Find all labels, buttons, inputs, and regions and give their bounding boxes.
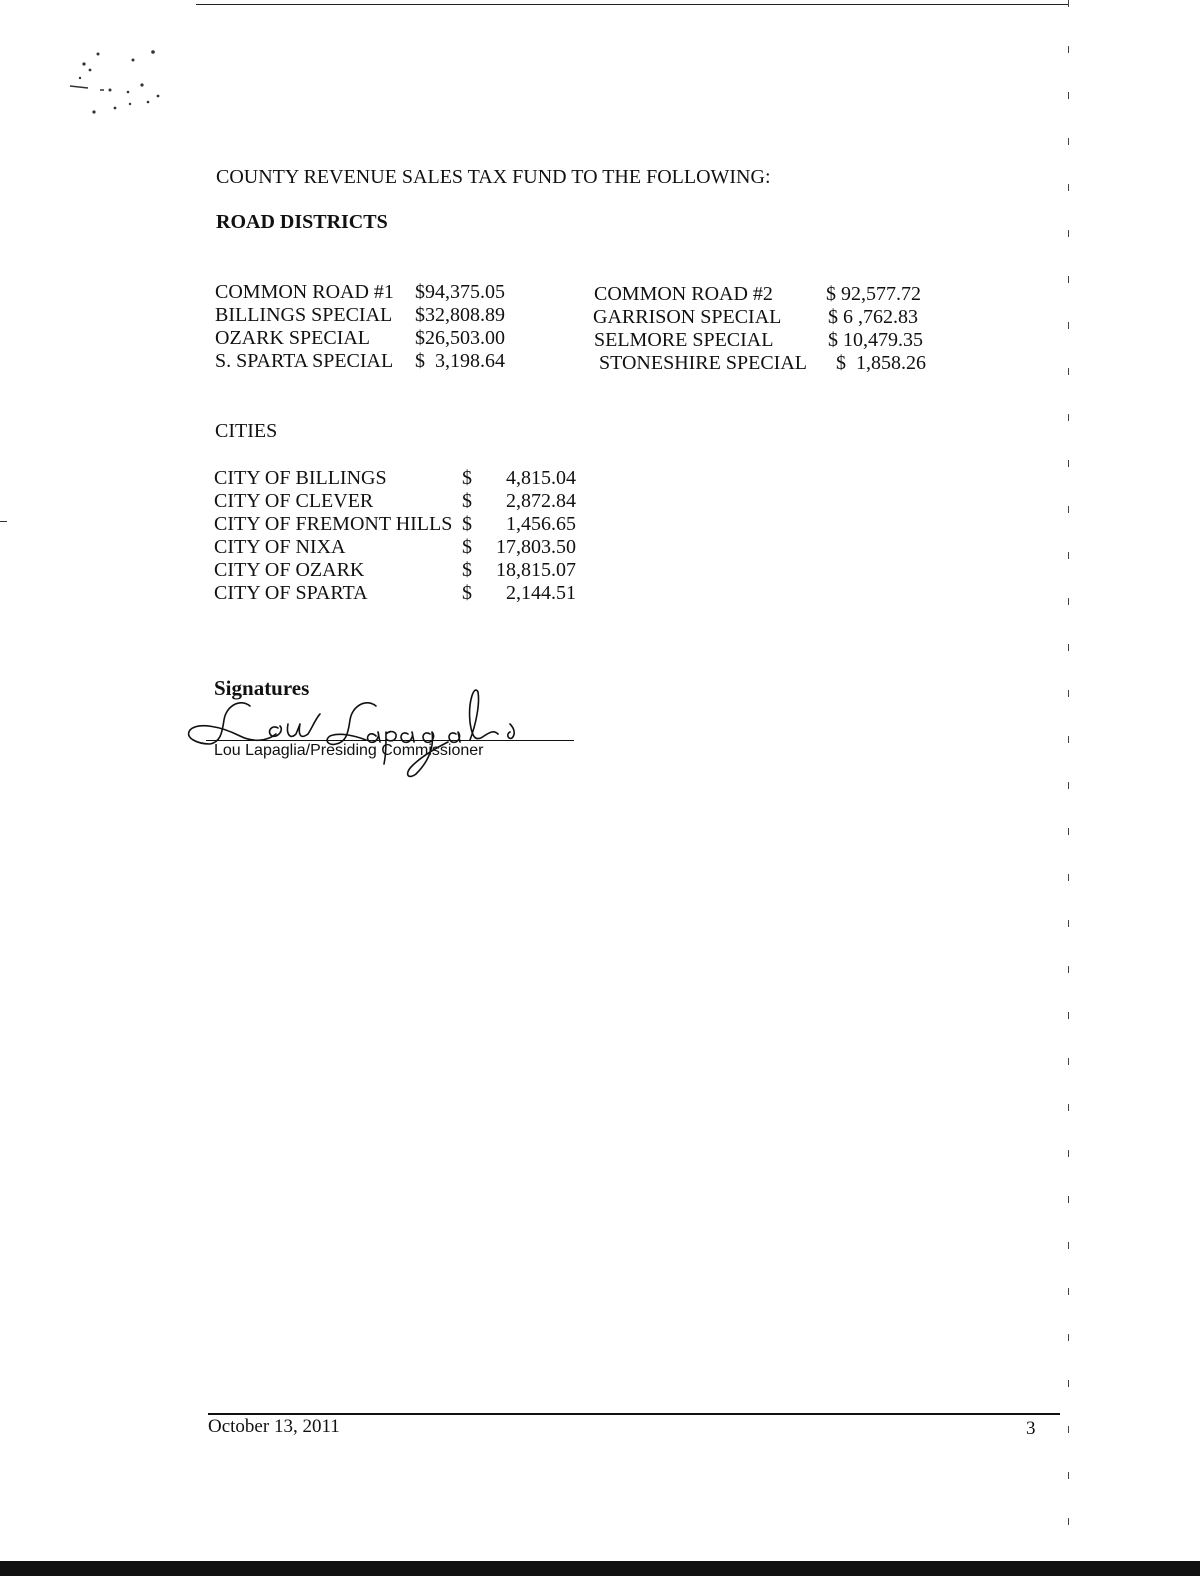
- road-amount: $ 6 ,762.83: [828, 306, 918, 328]
- city-currency: $: [462, 513, 472, 535]
- road-name: GARRISON SPECIAL: [593, 306, 782, 328]
- road-amount: $32,808.89: [415, 304, 505, 326]
- road-districts-title: ROAD DISTRICTS: [216, 211, 388, 233]
- city-currency: $: [462, 582, 472, 604]
- road-name: COMMON ROAD #1: [215, 281, 394, 303]
- road-name: SELMORE SPECIAL: [594, 329, 774, 351]
- city-name: CITY OF SPARTA: [214, 582, 368, 604]
- footer-rule: [208, 1413, 1060, 1415]
- page-heading: COUNTY REVENUE SALES TAX FUND TO THE FOLLOWING:: [216, 166, 771, 188]
- city-amount: 2,144.51: [506, 582, 576, 604]
- city-amount: 2,872.84: [506, 490, 576, 512]
- scan-speckles: [60, 40, 180, 130]
- scan-left-tick: [0, 521, 7, 522]
- footer-date: October 13, 2011: [208, 1416, 340, 1437]
- cities-title: CITIES: [215, 420, 278, 442]
- city-name: CITY OF BILLINGS: [214, 467, 387, 489]
- road-amount: $ 92,577.72: [826, 283, 921, 305]
- city-currency: $: [462, 559, 472, 581]
- city-name: CITY OF FREMONT HILLS: [214, 513, 453, 535]
- city-name: CITY OF OZARK: [214, 559, 365, 581]
- handwritten-signature: [180, 684, 550, 784]
- city-currency: $: [462, 490, 472, 512]
- city-amount: 1,456.65: [506, 513, 576, 535]
- road-amount: $ 1,858.26: [836, 352, 926, 374]
- road-amount: $ 3,198.64: [415, 350, 505, 372]
- city-name: CITY OF NIXA: [214, 536, 346, 558]
- signature-caption: Lou Lapaglia/Presiding Commissioner: [214, 742, 484, 759]
- signatures-title: Signatures: [214, 676, 310, 700]
- city-amount: 18,815.07: [496, 559, 576, 581]
- city-currency: $: [462, 467, 472, 489]
- road-name: STONESHIRE SPECIAL: [599, 352, 807, 374]
- city-currency: $: [462, 536, 472, 558]
- road-amount: $ 10,479.35: [828, 329, 923, 351]
- city-name: CITY OF CLEVER: [214, 490, 374, 512]
- city-amount: 17,803.50: [496, 536, 576, 558]
- scan-top-rule: [196, 4, 1068, 5]
- page-number: 3: [1026, 1418, 1036, 1439]
- road-name: BILLINGS SPECIAL: [215, 304, 393, 326]
- road-name: COMMON ROAD #2: [594, 283, 773, 305]
- scan-bottom-edge: [0, 1561, 1200, 1576]
- road-name: OZARK SPECIAL: [215, 327, 371, 349]
- scan-right-edge: [1068, 0, 1069, 1576]
- road-name: S. SPARTA SPECIAL: [215, 350, 394, 372]
- city-amount: 4,815.04: [506, 467, 576, 489]
- road-amount: $94,375.05: [415, 281, 505, 303]
- road-amount: $26,503.00: [415, 327, 505, 349]
